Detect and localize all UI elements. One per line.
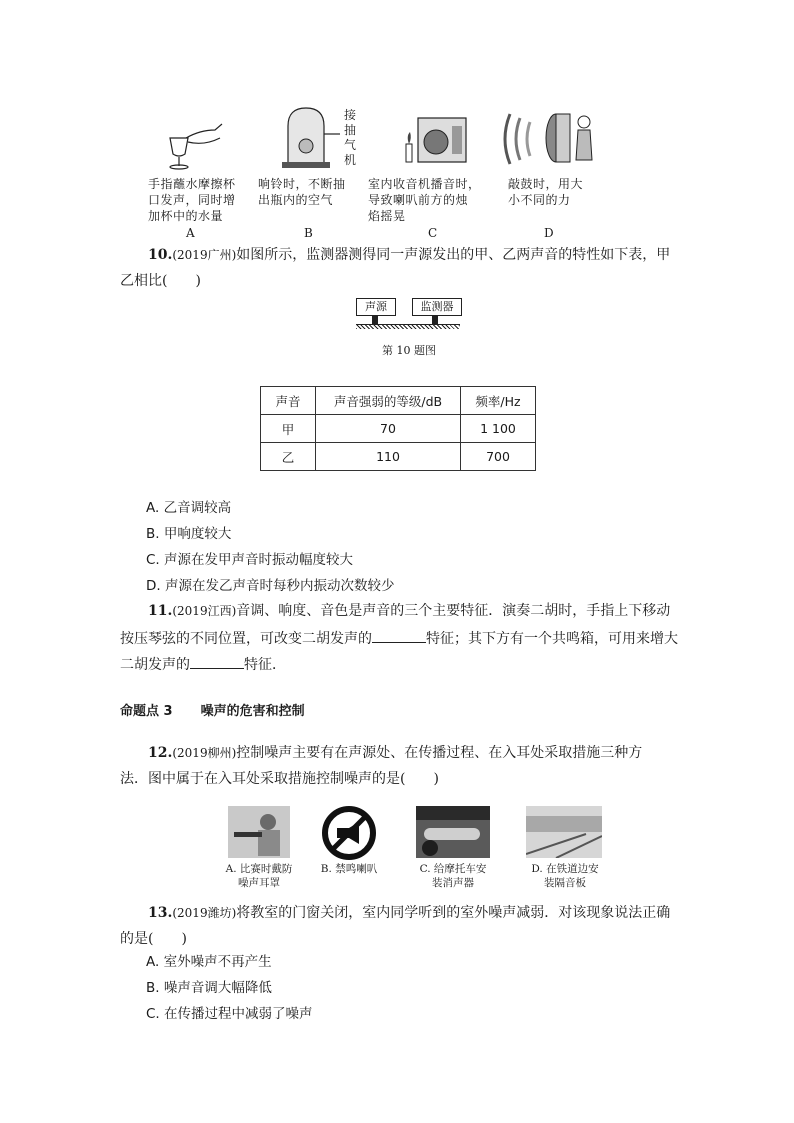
photo-b-caption-1: B. 禁鸣喇叭: [320, 863, 378, 875]
table-cell: 70: [316, 415, 461, 443]
figure-d-letter: D: [544, 226, 554, 240]
figure-a-caption-1: 手指蘸水摩擦杯: [148, 177, 236, 191]
q10-number: 10.: [148, 247, 173, 263]
radio-candle-icon: [400, 104, 480, 174]
motorcycle-muffler-icon: [416, 806, 490, 858]
q12-number: 12.: [148, 745, 173, 761]
figure-d: [500, 104, 600, 240]
photo-sound-barrier: [526, 806, 602, 858]
q11-text-3a: 二胡发声的: [120, 657, 190, 673]
table-row: [261, 415, 536, 443]
figure-a-caption-3: 加杯中的水量: [148, 209, 224, 223]
section-title: 噪声的危害和控制: [200, 704, 305, 719]
q10-source: (2019广州): [172, 248, 237, 262]
table-row: [261, 443, 536, 471]
figure-c: [368, 104, 481, 240]
q11-text-2b: 特征；其下方有一个共鸣箱，可用来增大: [426, 631, 678, 647]
q11-text-3b: 特征．: [244, 657, 286, 673]
q13-text-1: 将教室的门窗关闭，室内同学听到的室外噪声减弱．对该现象说法正确: [236, 905, 671, 921]
q11-line-3: [120, 652, 286, 678]
q13-number: 13.: [148, 905, 173, 921]
figure-b-pump-label-1: 接: [344, 108, 357, 122]
photo-a-caption-2: 噪声耳罩: [238, 877, 280, 889]
q12-source: (2019柳州): [172, 746, 237, 760]
q13-option-b[interactable]: B. 噪声音调大幅降低: [146, 980, 272, 996]
q10-sound-table: [260, 386, 536, 471]
q11-line-2: [120, 626, 678, 652]
table-cell: 1 100: [461, 415, 536, 443]
figure-b-pump-label-3: 气: [344, 138, 357, 152]
shooter-earmuffs-icon: [228, 806, 290, 858]
source-stand: [372, 315, 378, 324]
figure-a-letter: A: [186, 226, 195, 240]
q12-line-2: 法．图中属于在入耳处采取措施控制噪声的是( ): [120, 771, 439, 787]
photo-c-caption: [408, 862, 498, 890]
table-cell: 700: [461, 443, 536, 471]
figure-d-caption-1: 敲鼓时，用大: [508, 177, 584, 191]
figure-c-caption-2: 导致喇叭前方的烛: [368, 193, 469, 207]
photo-b-caption: [304, 862, 394, 876]
q12-line-1: [148, 740, 642, 766]
railway-barrier-icon: [526, 806, 602, 858]
q10-text-1: 如图所示，监测器测得同一声源发出的甲、乙两声音的特性如下表，甲: [236, 247, 671, 263]
monitor-box: 监测器: [412, 298, 462, 316]
q10-option-d[interactable]: D. 声源在发乙声音时每秒内振动次数较少: [146, 578, 395, 594]
photo-no-honking: [321, 806, 377, 858]
q13-option-a[interactable]: A. 室外噪声不再产生: [146, 954, 272, 970]
q10-option-a[interactable]: A. 乙音调较高: [146, 500, 232, 516]
photo-d-caption: [520, 862, 610, 890]
table-header-level: 声音强弱的等级/dB: [316, 387, 461, 415]
figure-c-caption-1: 室内收音机播音时，: [368, 177, 481, 191]
photo-d-caption-2: 装隔音板: [544, 877, 586, 889]
figure-b-pump-label-4: 机: [344, 153, 357, 167]
figure-a: [148, 104, 240, 240]
photo-earmuffs: [228, 806, 290, 858]
photo-muffler: [416, 806, 490, 858]
figure-c-letter: C: [428, 226, 438, 240]
q11-line-1: [148, 598, 670, 624]
q11-text-2a: 按压琴弦的不同位置，可改变二胡发声的: [120, 631, 372, 647]
photo-c-caption-1: C. 给摩托车安: [419, 863, 487, 875]
figure-b: [258, 104, 357, 240]
q11-text-1: 音调、响度、音色是声音的三个主要特征．演奏二胡时，手指上下移动: [236, 603, 671, 619]
q10-option-c[interactable]: C. 声源在发甲声音时振动幅度较大: [146, 552, 354, 568]
photo-a-caption: [214, 862, 304, 890]
drum-icon: [500, 104, 600, 174]
q11-blank-2[interactable]: [190, 654, 244, 669]
photo-c-caption-2: 装消声器: [432, 877, 474, 889]
table-cell: 甲: [261, 415, 316, 443]
section-label: 命题点 3: [120, 704, 173, 719]
q10-line-2: 乙相比( ): [120, 273, 201, 289]
q11-number: 11.: [148, 603, 173, 619]
figure-b-pump-label-2: 抽: [344, 123, 357, 137]
q11-source: (2019江西): [172, 604, 237, 618]
figure-a-caption-2: 口发声，同时增: [148, 193, 236, 207]
photo-d-caption-1: D. 在铁道边安: [531, 863, 599, 875]
no-horn-sign-icon: [321, 806, 377, 862]
table-header-sound: 声音: [261, 387, 316, 415]
figure-b-letter: B: [304, 226, 313, 240]
figure-c-caption-3: 焰摇晃: [368, 209, 406, 223]
monitor-stand: [432, 315, 438, 324]
q11-blank-1[interactable]: [372, 628, 426, 643]
figure-row-sound-experiments: [148, 104, 630, 244]
q13-option-c[interactable]: C. 在传播过程中减弱了噪声: [146, 1006, 313, 1022]
q13-line-2: 的是( ): [120, 931, 187, 947]
q10-figure-caption: 第 10 题图: [382, 344, 436, 357]
ground: [356, 324, 460, 329]
wine-glass-icon: [160, 104, 240, 174]
figure-d-caption-2: 小不同的力: [508, 193, 571, 207]
table-cell: 乙: [261, 443, 316, 471]
figure-b-caption-2: 出瓶内的空气: [258, 193, 334, 207]
table-header-frequency: 频率/Hz: [461, 387, 536, 415]
table-cell: 110: [316, 443, 461, 471]
figure-b-caption-1: 响铃时，不断抽: [258, 177, 346, 191]
source-box: 声源: [356, 298, 396, 316]
q13-line-1: [148, 900, 670, 926]
q10-line-1: [148, 242, 670, 268]
q12-text-1: 控制噪声主要有在声源处、在传播过程、在入耳处采取措施三种方: [236, 745, 643, 761]
bell-jar-icon: [268, 104, 348, 174]
photo-a-caption-1: A. 比赛时戴防: [225, 863, 293, 875]
q10-option-b[interactable]: B. 甲响度较大: [146, 526, 232, 542]
section-heading: [120, 700, 333, 719]
q13-source: (2019潍坊): [172, 906, 237, 920]
